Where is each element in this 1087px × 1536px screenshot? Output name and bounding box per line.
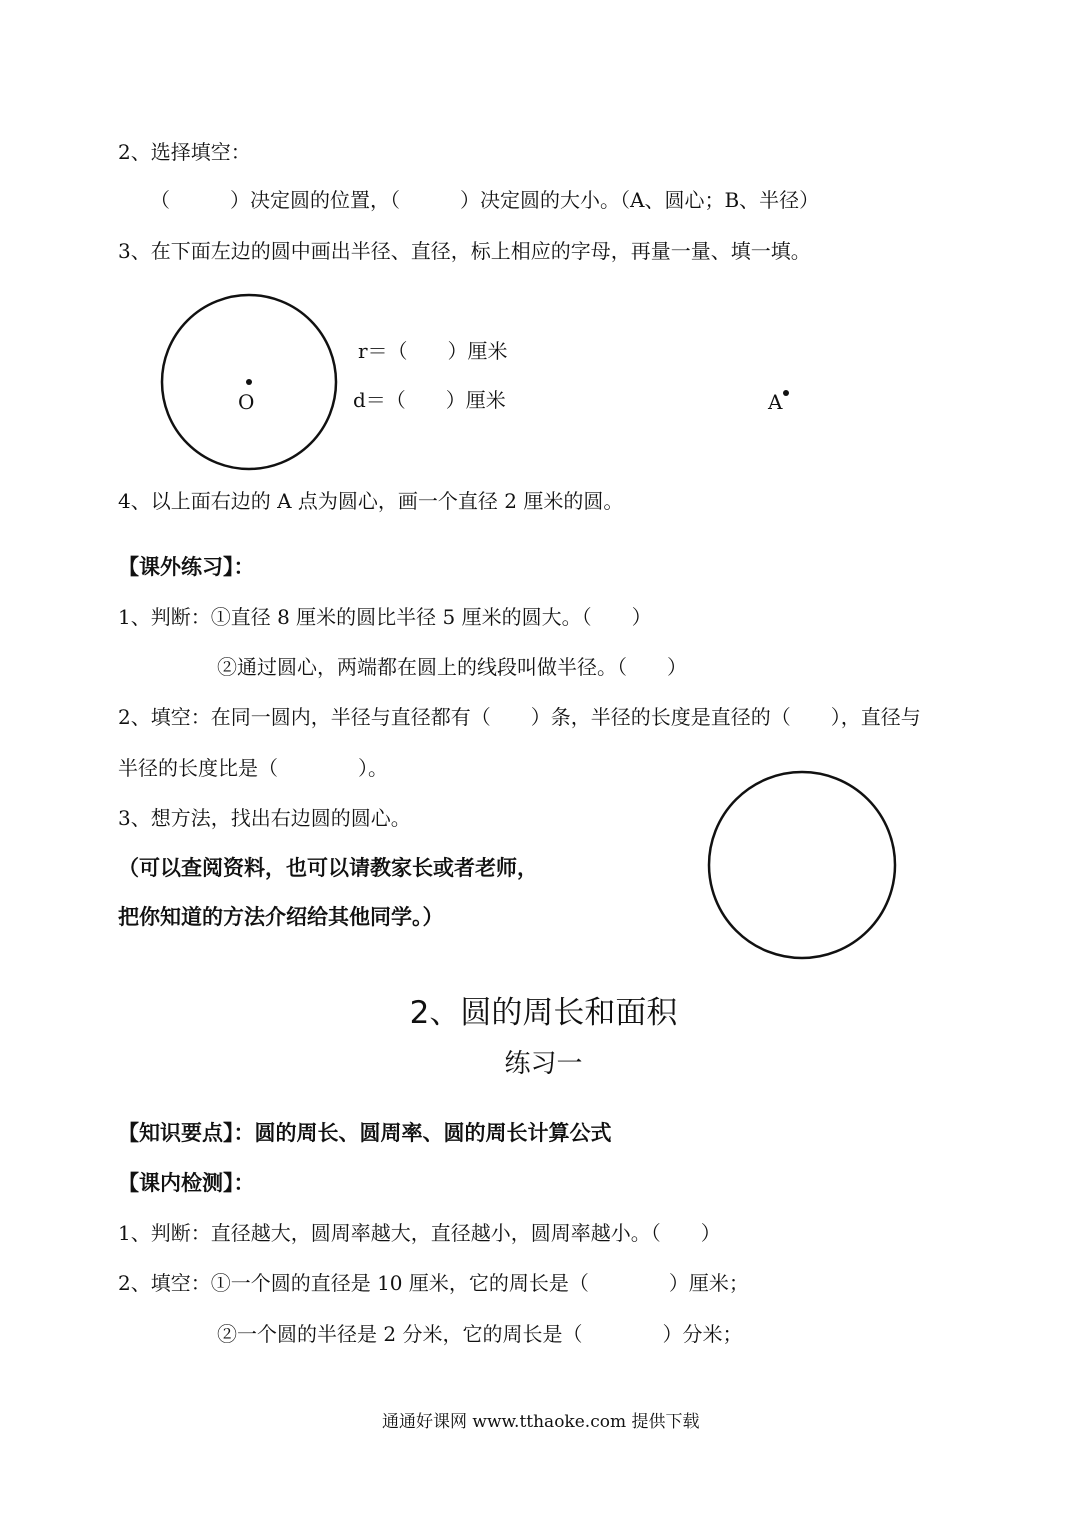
extra-q2-line2: 半径的长度比是（ ）。 xyxy=(118,756,388,780)
diameter-line: d＝（ ）厘米 xyxy=(353,388,506,412)
q2-line: （ ）决定圆的位置，（ ）决定圆的大小。（A、圆心；B、半径） xyxy=(150,188,820,212)
knowledge-points: 【知识要点】：圆的周长、圆周率、圆的周长计算公式 xyxy=(118,1121,612,1145)
extra-q3-title: 3、想方法，找出右边圆的圆心。 xyxy=(118,806,411,830)
point-a xyxy=(783,390,789,396)
radius-line: r＝（ ）厘米 xyxy=(358,339,508,363)
inclass-q1: 1、判断：直径越大，圆周率越大，直径越小，圆周率越小。（ ） xyxy=(118,1221,721,1245)
extra-practice-heading: 【课外练习】： xyxy=(118,555,255,579)
extra-q3-note2: 把你知道的方法介绍给其他同学。） xyxy=(118,905,444,929)
q4-title: 4、以上面右边的 A 点为圆心，画一个直径 2 厘米的圆。 xyxy=(118,489,624,513)
q3-title: 3、在下面左边的圆中画出半径、直径，标上相应的字母，再量一量、填一填。 xyxy=(118,239,811,263)
section-subtitle: 练习一 xyxy=(504,1049,583,1079)
right-circle xyxy=(709,772,895,958)
extra-q1-line2: ②通过圆心，两端都在圆上的线段叫做半径。（ ） xyxy=(217,655,687,679)
center-label-o: O xyxy=(238,390,255,414)
point-a-label: A xyxy=(768,390,783,414)
section-title: 2、圆的周长和面积 xyxy=(409,995,678,1031)
inclass-q2-line2: ②一个圆的半径是 2 分米，它的周长是（ ）分米； xyxy=(217,1322,743,1346)
inclass-q2-line1: 2、填空：①一个圆的直径是 10 厘米，它的周长是（ ）厘米； xyxy=(118,1271,749,1295)
center-point-o xyxy=(246,379,252,385)
extra-q2-line1: 2、填空：在同一圆内，半径与直径都有（ ）条，半径的长度是直径的（ ），直径与 xyxy=(118,705,921,729)
q2-title: 2、选择填空： xyxy=(118,140,251,164)
extra-q1-line1: 1、判断：①直径 8 厘米的圆比半径 5 厘米的圆大。（ ） xyxy=(118,605,652,629)
extra-q3-note1: （可以查阅资料，也可以请教家长或者老师， xyxy=(118,856,538,880)
inclass-heading: 【课内检测】： xyxy=(118,1171,255,1195)
footer-text: 通通好课网 www.tthaoke.com 提供下载 xyxy=(382,1412,700,1432)
